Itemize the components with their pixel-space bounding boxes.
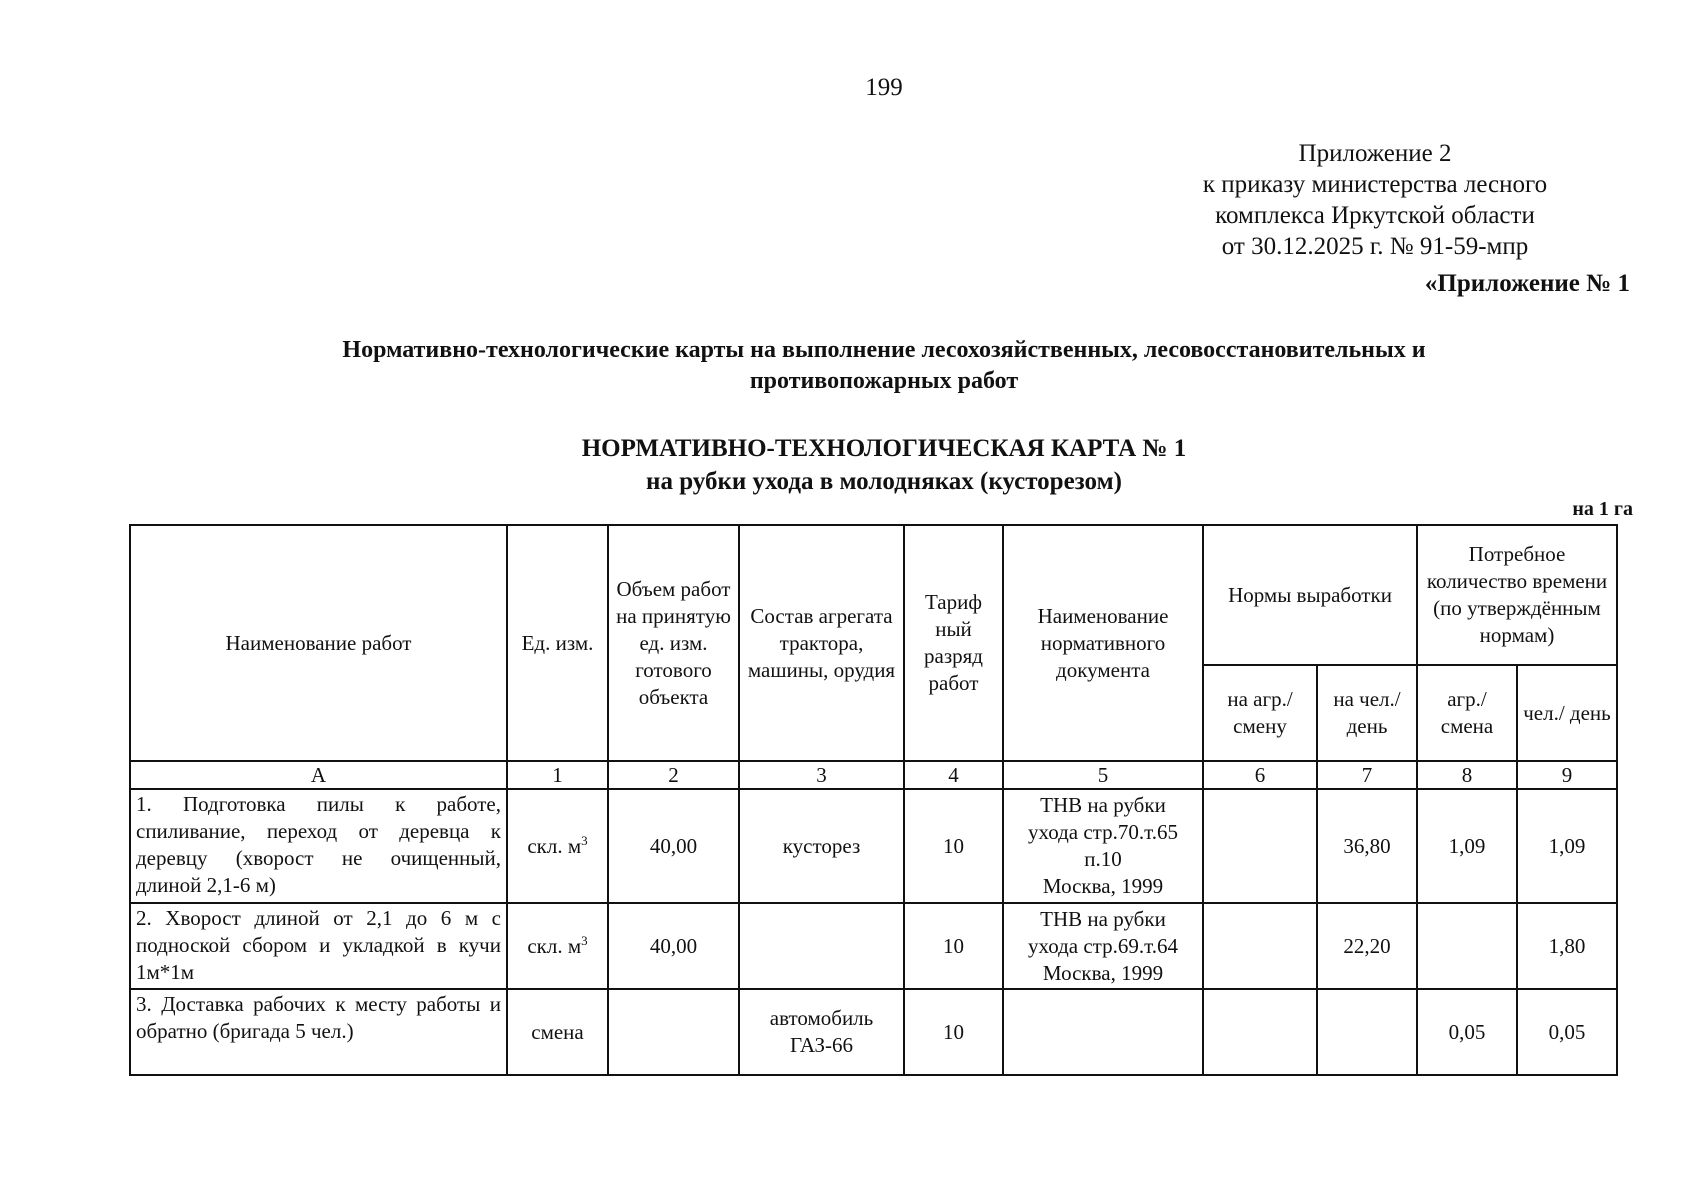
table-row <box>130 903 1617 989</box>
composition-cell <box>739 903 904 989</box>
appendix-title: «Приложение № 1 <box>1424 270 1630 297</box>
index-cell: 5 <box>1003 761 1203 789</box>
card-subtitle: на рубки ухода в молодняках (кусторезом) <box>646 468 1122 495</box>
work-name-cell: 1. Подготовка пилы к работе, спиливание, переход от деревца к деревцу (хворост не очищенный, длиной 2,1-6 м) <box>130 789 507 903</box>
unit-cell <box>507 789 608 903</box>
norm-agr-cell <box>1203 989 1317 1075</box>
header-time-man: чел./ день <box>1517 665 1617 761</box>
document-line: ухода стр.70.т.65 <box>1028 820 1178 844</box>
time-man-cell: 1,09 <box>1517 789 1617 903</box>
appendix-line: Приложение 2 <box>1298 140 1452 167</box>
norm-agr-cell <box>1203 903 1317 989</box>
composition-cell: кусторез <box>739 789 904 903</box>
norm-man-cell: 22,20 <box>1317 903 1417 989</box>
composition-line: ГАЗ-66 <box>789 1033 853 1057</box>
index-row <box>130 761 1617 789</box>
volume-cell: 40,00 <box>608 903 739 989</box>
index-cell: 2 <box>608 761 739 789</box>
document-line: ухода стр.69.т.64 <box>1028 933 1178 958</box>
time-man-cell: 0,05 <box>1517 989 1617 1075</box>
document-line: Москва, 1999 <box>1042 960 1164 985</box>
appendix-line: к приказу министерства лесного <box>1202 171 1548 198</box>
time-agr-cell: 1,09 <box>1417 789 1517 903</box>
document-cell <box>1003 789 1203 903</box>
header-time: Потребное количество времени (по утверждённым нормам) <box>1417 525 1617 665</box>
header-row <box>130 525 1617 665</box>
work-name-cell: 2. Хворост длиной от 2,1 до 6 м с подноской сбором и укладкой в кучи 1м*1м <box>130 903 507 989</box>
norm-man-cell <box>1317 989 1417 1075</box>
unit-superscript: 3 <box>581 832 588 848</box>
header-work: Наименование работ <box>130 525 507 761</box>
header-document: Наименование нормативного документа <box>1003 525 1203 761</box>
volume-cell: 40,00 <box>608 789 739 903</box>
norm-man-cell: 36,80 <box>1317 789 1417 903</box>
index-cell: 9 <box>1517 761 1617 789</box>
unit-text: скл. м <box>527 933 582 958</box>
document-cell <box>1003 903 1203 989</box>
header-norms-agr: на агр./ смену <box>1203 665 1317 761</box>
time-agr-cell: 0,05 <box>1417 989 1517 1075</box>
header-volume: Объем работ на принятую ед. изм. готового объекта <box>608 525 739 761</box>
card-title <box>120 432 1648 498</box>
composition-line: автомобиль <box>769 1006 874 1030</box>
index-cell: 7 <box>1317 761 1417 789</box>
header-unit: Ед. изм. <box>507 525 608 761</box>
time-man-cell: 1,80 <box>1517 903 1617 989</box>
document-line: ТНВ на рубки <box>1040 793 1166 817</box>
tariff-cell: 10 <box>904 789 1003 903</box>
unit-cell <box>507 903 608 989</box>
header-time-agr: агр./ смена <box>1417 665 1517 761</box>
index-cell: 3 <box>739 761 904 789</box>
document-title <box>120 335 1648 397</box>
norm-agr-cell <box>1203 789 1317 903</box>
document-line: ТНВ на рубки <box>1040 906 1166 931</box>
document-title-line: противопожарных работ <box>749 368 1019 394</box>
appendix-block <box>1200 138 1550 262</box>
index-cell: 1 <box>507 761 608 789</box>
card-title-main: НОРМАТИВНО-ТЕХНОЛОГИЧЕСКАЯ КАРТА № 1 <box>581 435 1187 462</box>
appendix-line: комплекса Иркутской области <box>1215 202 1535 229</box>
document-line: Москва, 1999 <box>1042 874 1164 898</box>
unit-note: на 1 га <box>1572 498 1633 520</box>
document-line: п.10 <box>1084 847 1122 871</box>
table-row <box>130 789 1617 903</box>
table-row <box>130 989 1617 1075</box>
index-cell: 4 <box>904 761 1003 789</box>
appendix-line: от 30.12.2025 г. № 91-59-мпр <box>1221 233 1529 260</box>
work-name-cell: 3. Доставка рабочих к месту работы и обратно (бригада 5 чел.) <box>130 989 507 1075</box>
tariff-cell: 10 <box>904 903 1003 989</box>
composition-cell <box>739 989 904 1075</box>
document-cell <box>1003 989 1203 1075</box>
unit-text: скл. м <box>527 833 582 858</box>
header-composition: Состав агрегата трактора, машины, орудия <box>739 525 904 761</box>
header-tariff: Тариф ный разряд работ <box>904 525 1003 761</box>
volume-cell <box>608 989 739 1075</box>
header-norms-man: на чел./ день <box>1317 665 1417 761</box>
unit-cell: смена <box>507 989 608 1075</box>
norm-table <box>129 524 1618 1076</box>
header-norms: Нормы выработки <box>1203 525 1417 665</box>
page-number: 199 <box>865 74 903 101</box>
document-title-line: Нормативно-технологические карты на выполнение лесохозяйственных, лесовосстановительных и <box>342 337 1426 363</box>
index-cell: 6 <box>1203 761 1317 789</box>
unit-superscript: 3 <box>581 932 588 948</box>
time-agr-cell <box>1417 903 1517 989</box>
tariff-cell: 10 <box>904 989 1003 1075</box>
index-cell: А <box>130 761 507 789</box>
index-cell: 8 <box>1417 761 1517 789</box>
